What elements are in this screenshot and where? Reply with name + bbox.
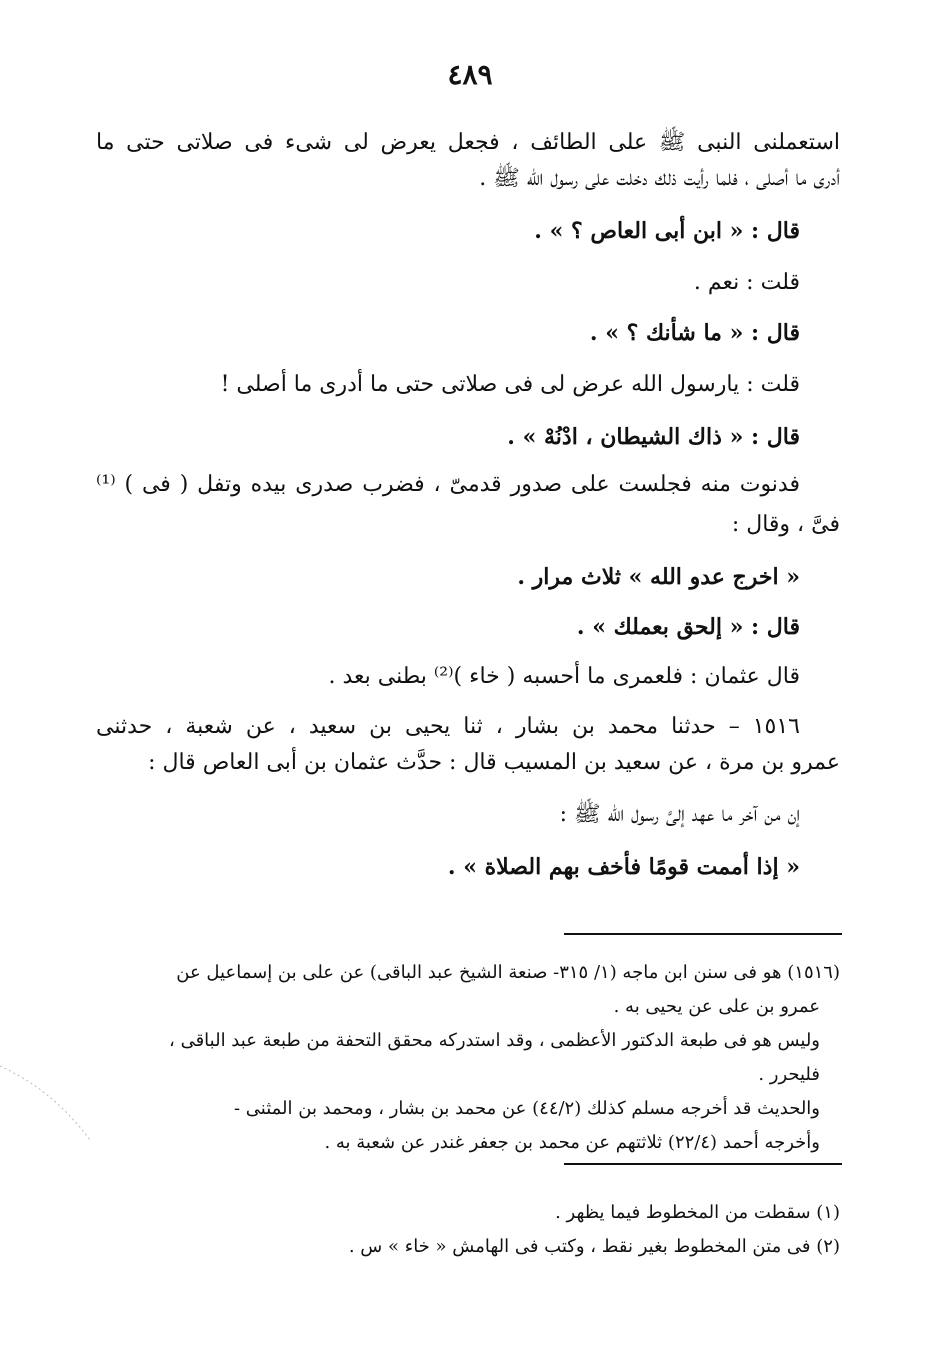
body-line-3: قال : « ابن أبى العاص ؟ » .	[534, 218, 800, 244]
hadith-line-4: « إذا أممت قومًا فأخف بهم الصلاة » .	[447, 854, 800, 880]
body-line-2: أدرى ما أصلى ، فلما رأيت ذلك دخلت على رسول الله ﷺ .	[479, 166, 840, 191]
body-line-1: استعملنى النبى ﷺ على الطائف ، فجعل يعرض لى شىء فى صلاتى حتى ما	[96, 130, 840, 155]
body-line-5: قال : « ما شأنك ؟ » .	[589, 320, 800, 346]
footnotes-separator	[564, 1163, 842, 1165]
note-line-5: والحديث قد أخرجه مسلم كذلك (٤٤/٢) عن محمد بن بشار ، ومحمد بن المثنى -	[233, 1098, 820, 1119]
footnote-1: (١) سقطت من المخطوط فيما يظهر .	[555, 1202, 840, 1223]
body-line-9: فىَّ ، وقال :	[731, 512, 840, 537]
hadith-line-3: إن من آخر ما عهد إلىَّ رسول الله ﷺ :	[559, 802, 800, 827]
body-line-8: فدنوت منه فجلست على صدور قدمىّ ، فضرب صدرى بيده وتفل ( فى ) ⁽¹⁾	[96, 472, 800, 497]
note-line-2: عمرو بن على عن يحيى به .	[613, 996, 820, 1017]
hadith-line-1: ١٥١٦ – حدثنا محمد بن بشار ، ثنا يحيى بن سعيد ، عن شعبة ، حدثنى	[96, 714, 800, 739]
note-line-4: فليحرر .	[758, 1064, 820, 1085]
footnote-2: (٢) فى متن المخطوط بغير نقط ، وكتب فى الهامش « خاء » س .	[348, 1236, 840, 1257]
body-line-7: قال : « ذاك الشيطان ، ادْنُهْ » .	[507, 424, 800, 450]
body-line-10: « اخرج عدو الله » ثلاث مرار .	[517, 564, 800, 590]
page-number: ٤٨٩	[447, 58, 493, 91]
body-line-11: قال : « إلحق بعملك » .	[576, 614, 800, 640]
body-line-12: قال عثمان : فلعمرى ما أحسبه ( خاء )⁽²⁾ بطنى بعد .	[328, 664, 800, 689]
notes-separator	[564, 933, 842, 935]
body-line-6: قلت : يارسول الله عرض لى فى صلاتى حتى ما أدرى ما أصلى !	[220, 372, 800, 397]
page-edge-mark	[0, 1060, 120, 1150]
note-line-1: (١٥١٦) هو فى سنن ابن ماجه (١/ ٣١٥- صنعة الشيخ عبد الباقى) عن على بن إسماعيل عن	[176, 962, 840, 983]
body-line-4: قلت : نعم .	[693, 270, 800, 295]
hadith-line-2: عمرو بن مرة ، عن سعيد بن المسيب قال : حدَّث عثمان بن أبى العاص قال :	[148, 750, 840, 775]
note-line-6: وأخرجه أحمد (٢٢/٤) ثلاثتهم عن محمد بن جعفر غندر عن شعبة به .	[324, 1132, 820, 1153]
note-line-3: وليس هو فى طبعة الدكتور الأعظمى ، وقد استدركه محقق التحفة من طبعة عبد الباقى ،	[169, 1030, 820, 1051]
